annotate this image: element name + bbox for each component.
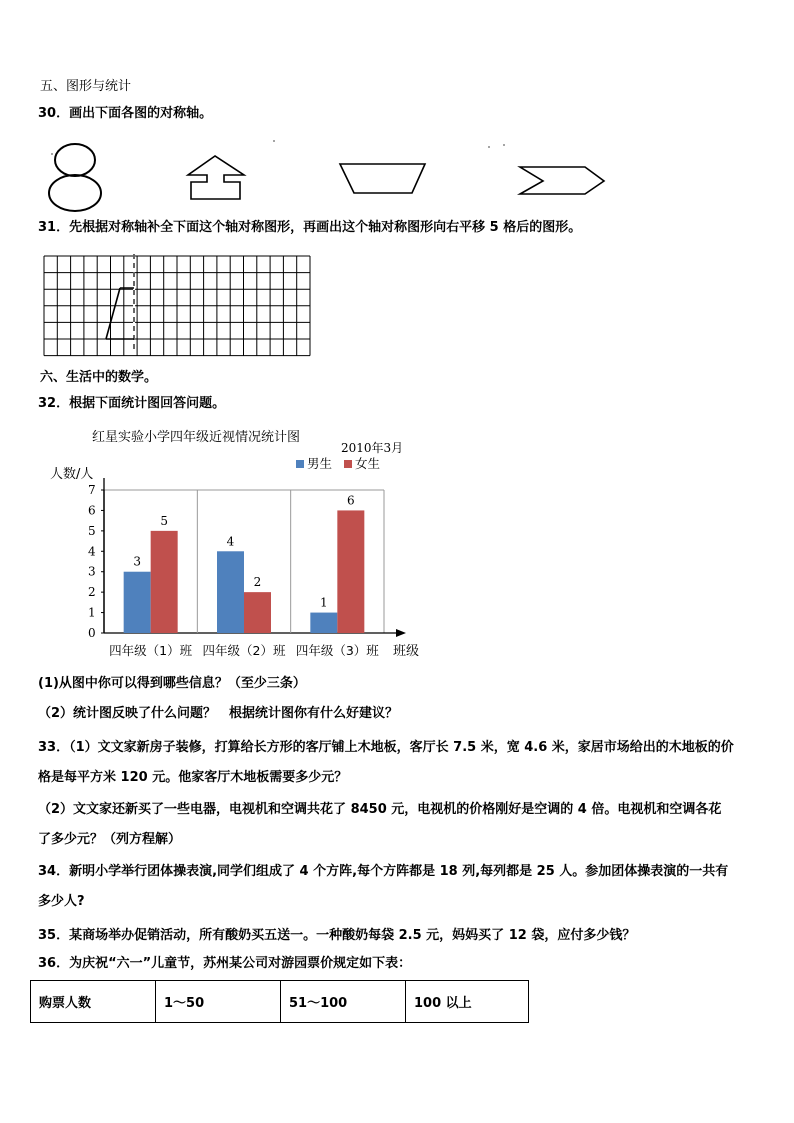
bar: [244, 592, 271, 633]
ticket-price-table: [30, 980, 529, 1023]
bar: [124, 572, 151, 633]
legend-swatch: [344, 460, 352, 468]
table-row: [31, 981, 529, 1023]
bar-value-label: 1: [320, 595, 328, 610]
question-32-sub2: （2）统计图反映了什么问题？ 根据统计图你有什么好建议？: [38, 706, 399, 721]
question-35: 35．某商场举办促销活动，所有酸奶买五送一。一种酸奶每袋 2.5 元，妈妈买了 12 袋，应付多少钱？: [38, 928, 636, 943]
x-tick-label: 四年级（1）班: [109, 643, 193, 658]
grid-figure: [0, 250, 794, 360]
bar: [217, 551, 244, 633]
figure-eight: [49, 144, 101, 211]
question-34-line2: 多少人?: [38, 894, 85, 909]
legend-label: 男生: [307, 456, 333, 471]
bar-chart: [0, 420, 794, 665]
x-axis-arrow: [396, 629, 406, 637]
x-axis-label: 班级: [393, 644, 420, 659]
figure-arrow-shape: [520, 167, 604, 194]
legend-label: 女生: [355, 456, 381, 471]
chart-legend: [296, 456, 380, 471]
question-32: 32．根据下面统计图回答问题。: [38, 396, 226, 411]
y-tick-label: 3: [88, 564, 96, 579]
y-tick-label: 1: [88, 605, 96, 620]
bar: [310, 613, 337, 633]
y-axis-label: 人数/人: [50, 467, 94, 482]
bar-value-label: 4: [226, 534, 235, 549]
x-tick-label: 四年级（2）班: [202, 643, 286, 658]
x-tick-label: 四年级（3）班: [295, 643, 379, 658]
symmetry-figures: [0, 130, 794, 210]
figure-trapezoid: [340, 164, 425, 193]
bar-value-label: 3: [133, 554, 141, 569]
chart-title: 红星实验小学四年级近视情况统计图: [92, 430, 301, 445]
table-cell: 100 以上: [406, 981, 529, 1023]
chart-subtitle: 2010年3月: [341, 441, 404, 455]
bar: [151, 531, 178, 633]
question-33-part2-line2: 了多少元？（列方程解）: [38, 832, 182, 847]
bar: [337, 510, 364, 633]
y-tick-label: 2: [88, 585, 96, 600]
y-tick-label: 5: [88, 523, 96, 538]
y-tick-label: 6: [88, 503, 96, 518]
figure-tree-arrow: [188, 156, 244, 199]
y-tick-label: 4: [88, 544, 96, 559]
question-31: 31．先根据对称轴补全下面这个轴对称图形，再画出这个轴对称图形向右平移 5 格后的图形。: [38, 220, 582, 235]
section-title-5: 五、图形与统计: [40, 79, 132, 94]
bar-value-label: 2: [253, 575, 262, 590]
question-33-part1-line1: 33．（1）文文家新房子装修，打算给长方形的客厅铺上木地板，客厅长 7.5 米，宽 4.6 米，家居市场给出的木地板的价: [38, 740, 734, 755]
bar-value-label: 5: [160, 513, 168, 528]
question-34-line1: 34．新明小学举行团体操表演,同学们组成了 4 个方阵,每个方阵都是 18 列,每列都是 25 人。参加团体操表演的一共有: [38, 864, 729, 879]
bar-value-label: 6: [347, 493, 355, 508]
table-cell: 51～100: [281, 981, 406, 1023]
y-tick-label: 0: [88, 626, 96, 640]
table-cell: 购票人数: [31, 981, 156, 1023]
question-36: 36．为庆祝“六一”儿童节，苏州某公司对游园票价规定如下表：: [38, 956, 412, 971]
question-32-sub1: (1)从图中你可以得到哪些信息？（至少三条）: [38, 676, 306, 691]
question-33-part2-line1: （2）文文家还新买了一些电器，电视机和空调共花了 8450 元，电视机的价格刚好是空调的 4 倍。电视机和空调各花: [38, 802, 722, 817]
table-cell: 1～50: [156, 981, 281, 1023]
section-title-6: 六、生活中的数学。: [40, 370, 158, 385]
question-33-part1-line2: 格是每平方米 120 元。他家客厅木地板需要多少元？: [38, 770, 348, 785]
question-30: 30．画出下面各图的对称轴。: [38, 106, 213, 121]
legend-swatch: [296, 460, 304, 468]
y-tick-label: 7: [88, 483, 96, 497]
